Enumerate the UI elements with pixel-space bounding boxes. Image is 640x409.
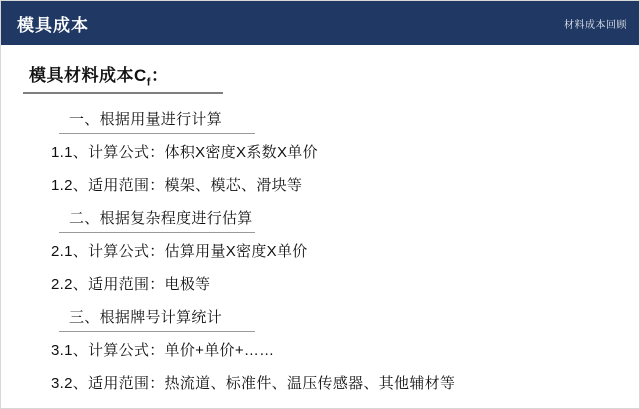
- list-item: [1, 202, 640, 235]
- list-item-underline: [59, 133, 255, 134]
- list-item-underline: [59, 331, 255, 332]
- section-title-colon: ：: [150, 66, 169, 85]
- list-item: [1, 268, 640, 301]
- list-item: [1, 334, 640, 367]
- list-item-label: 2.2、适用范围：电极等: [51, 276, 211, 293]
- list-item-label: 1.1、计算公式：体积X密度X系数X单价: [51, 144, 318, 161]
- header-section-label: 材料成本回顾: [564, 19, 627, 31]
- slide-header: [1, 1, 640, 45]
- list-item-label: 1.2、适用范围：模架、模芯、滑块等: [51, 177, 303, 194]
- content-list: [1, 103, 640, 400]
- page-title: 模具成本: [17, 15, 89, 35]
- list-item-label: 二、根据复杂程度进行估算: [69, 210, 253, 227]
- section-title: [29, 61, 168, 88]
- list-item-label: 三、根据牌号计算统计: [69, 309, 223, 326]
- section-title-main: 模具材料成本C: [29, 66, 147, 85]
- slide-body: [1, 45, 640, 409]
- list-item-label: 2.1、计算公式：估算用量X密度X单价: [51, 243, 308, 260]
- list-item-underline: [59, 232, 255, 233]
- list-item: [1, 136, 640, 169]
- list-item: [1, 301, 640, 334]
- section-title-subscript: f: [146, 76, 151, 89]
- list-item: [1, 103, 640, 136]
- list-item: [1, 169, 640, 202]
- list-item: [1, 367, 640, 400]
- list-item-label: 3.2、适用范围：热流道、标准件、温压传感器、其他辅材等: [51, 375, 456, 392]
- list-item-label: 一、根据用量进行计算: [69, 111, 223, 128]
- list-item: [1, 235, 640, 268]
- list-item-label: 3.1、计算公式：单价+单价+……: [51, 342, 275, 359]
- section-title-underline: [23, 92, 223, 94]
